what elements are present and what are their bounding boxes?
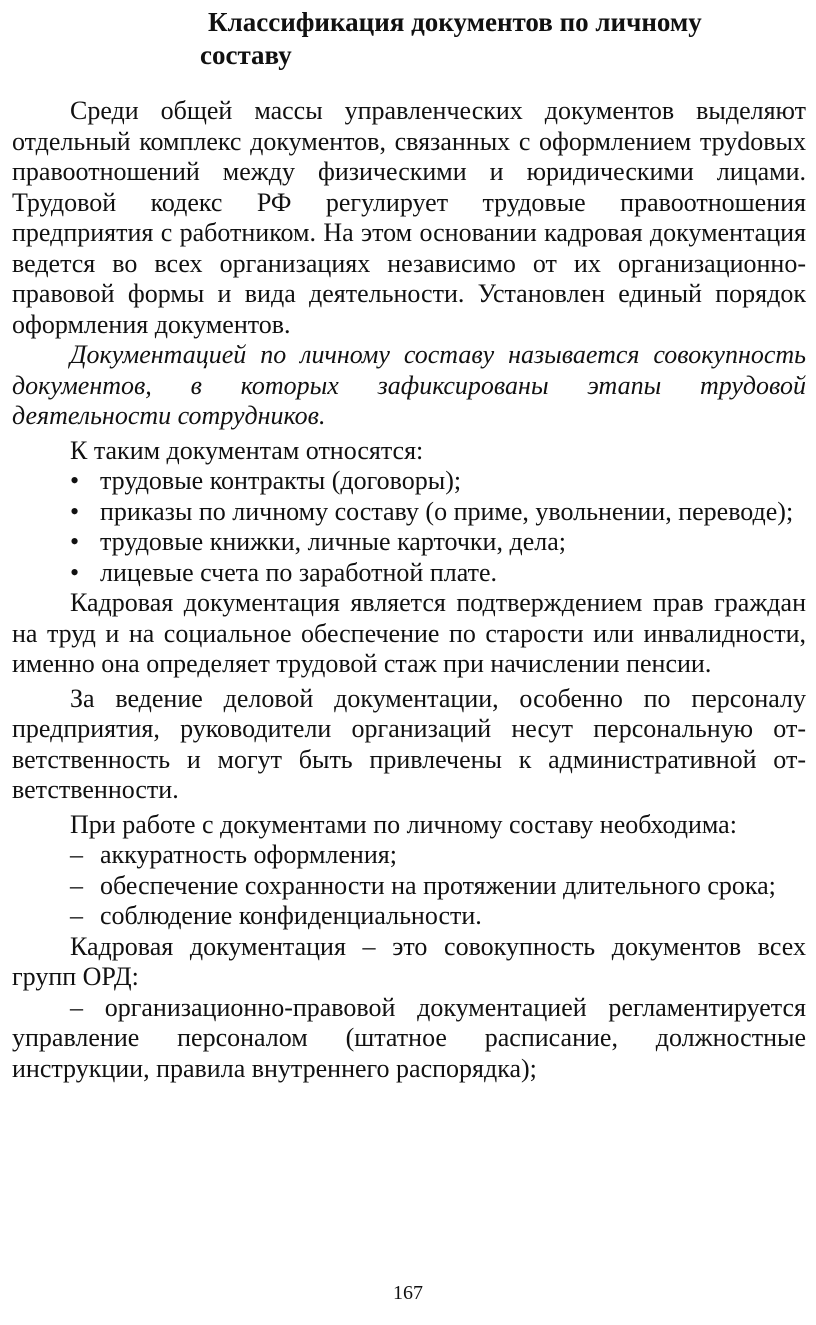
paragraph-ord-intro: Кадровая документация – это совокупность документов всех групп ОРД: xyxy=(12,931,806,991)
page-number: 167 xyxy=(393,1282,423,1304)
paragraph-definition: Документацией по личному составу называется совокупность документов, в которых зафиксированы этапы трудовой деятельности сотрудников. xyxy=(12,340,806,430)
paragraph-list-intro: К таким документам относятся: xyxy=(70,435,424,465)
list-item-text: соблюдение конфиденциальности. xyxy=(100,901,482,930)
list-item-text: трудовые контракты (договоры); xyxy=(100,466,462,495)
list-item xyxy=(12,871,806,902)
paragraph-requirements-intro: При работе с документами по личному составу необходима: xyxy=(70,809,737,839)
section-heading: Классификация документов по личному составу xyxy=(200,7,702,70)
body-text xyxy=(12,96,806,1084)
list-item xyxy=(12,527,806,558)
list-item-text: обеспечение сохранности на протяжении длительного срока; xyxy=(100,870,776,900)
list-item-text: аккуратность оформления; xyxy=(100,840,397,869)
list-item xyxy=(12,466,806,497)
dash-marker: – xyxy=(70,870,83,900)
list-item xyxy=(12,840,806,871)
bullet-marker: • xyxy=(70,466,80,495)
dash-marker: – xyxy=(70,840,83,869)
dash-marker: – xyxy=(70,901,83,930)
paragraph-rights: Кадровая документация является подтверждением прав граждан на труд и на социальное обеспечение по старости или инвалидности, именно она определяет трудовой стаж при начислении пенсии. xyxy=(12,588,806,678)
bullet-marker: • xyxy=(70,496,80,526)
list-item xyxy=(12,558,806,589)
list-item-text: трудовые книжки, личные карточки, дела; xyxy=(100,527,566,556)
list-item-text: приказы по личному составу (о приме, увольнении, переводе); xyxy=(100,496,794,526)
list-item xyxy=(12,497,806,528)
bullet-marker: • xyxy=(70,557,80,587)
paragraph-intro: Среди общей массы управленческих документов выделяют отдельный комплекс документов, связанных с оформлением труdовых правоотношений между физическими и юридическими лицами. Трудовой кодекс РФ регулирует трудовые правоотношения предприятия с работником. На этом основании кадровая документация ведется во всех организациях независимо от их организационно-правовой формы и вида деятельности. Установлен единый порядок оформления документов. xyxy=(12,96,806,339)
paragraph-responsibility: За ведение деловой документации, особенно по персоналу предприятия, руководители организаций несут персональную ответственность и могут быть привлечены к административной ответственности. xyxy=(12,683,806,804)
paragraph-ord-item: – организационно-правовой документацией регламентируется управление персоналом (штатное расписание, должностные инструкции, правила внутреннего распорядка); xyxy=(12,992,806,1083)
bullet-marker: • xyxy=(70,527,80,556)
list-item xyxy=(12,901,806,932)
list-item-text: лицевые счета по заработной плате. xyxy=(100,557,497,587)
